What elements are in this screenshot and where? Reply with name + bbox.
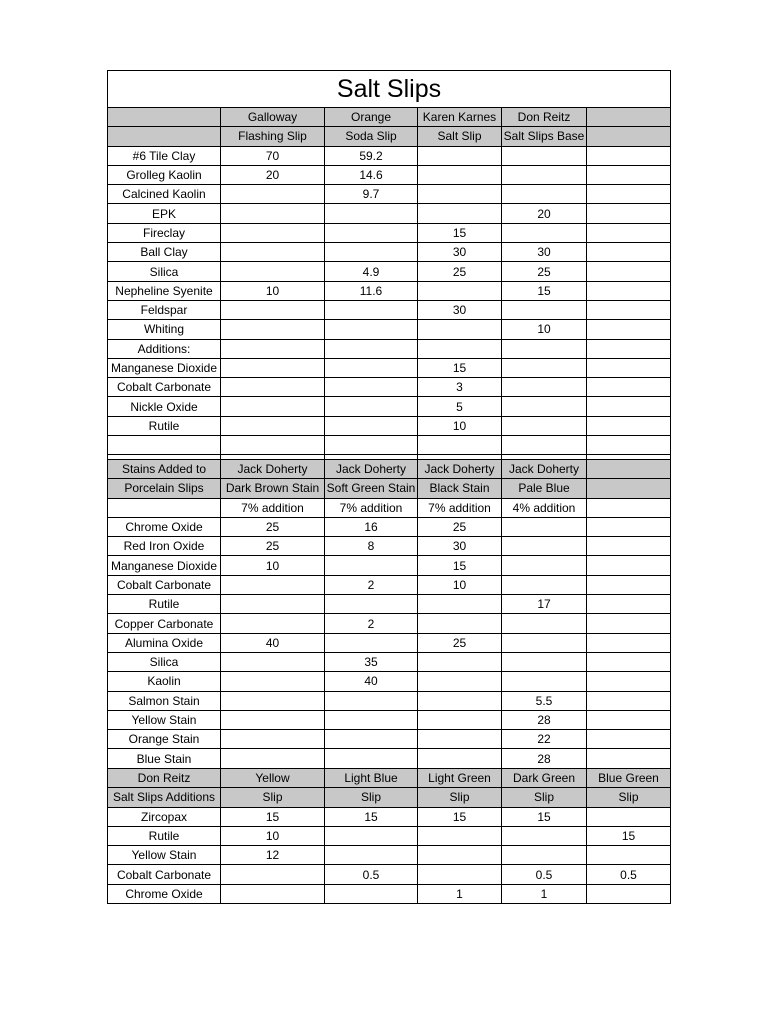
value-cell [502,378,587,397]
value-cell: 28 [502,749,587,768]
value-cell [418,185,502,204]
value-cell: 7% addition [325,498,418,517]
value-cell [587,749,671,768]
value-cell: 40 [221,633,325,652]
value-cell [502,436,587,455]
value-cell [325,397,418,416]
value-cell [325,846,418,865]
header-cell: Jack Doherty [325,460,418,479]
table-row [108,691,671,710]
value-cell: 4.9 [325,262,418,281]
porcelain-stains-table-body [108,460,671,769]
value-cell [325,749,418,768]
table-row [108,165,671,184]
value-cell [221,416,325,435]
header-cell: Slip [325,788,418,807]
header-cell: Salt Slip [418,127,502,146]
value-cell: 15 [418,556,502,575]
row-label-cell: Additions: [108,339,221,358]
value-cell [587,378,671,397]
value-cell [502,146,587,165]
row-label-cell: Rutile [108,826,221,845]
value-cell [325,204,418,223]
value-cell: 25 [221,517,325,536]
row-label-cell: Cobalt Carbonate [108,378,221,397]
value-cell [221,339,325,358]
header-cell [587,108,671,127]
value-cell: 10 [221,281,325,300]
value-cell: 2 [325,614,418,633]
value-cell [221,436,325,455]
header-cell: Slip [221,788,325,807]
value-cell [418,865,502,884]
value-cell [418,281,502,300]
table-row [108,416,671,435]
value-cell: 12 [221,846,325,865]
value-cell [502,633,587,652]
value-cell: 3 [418,378,502,397]
row-label-cell: EPK [108,204,221,223]
value-cell: 22 [502,730,587,749]
value-cell: 35 [325,652,418,671]
row-label-cell: Chrome Oxide [108,517,221,536]
header-row [108,788,671,807]
value-cell [502,556,587,575]
value-cell: 10 [221,826,325,845]
value-cell [221,185,325,204]
header-cell: Slip [418,788,502,807]
value-cell [502,358,587,377]
value-cell: 15 [587,826,671,845]
table-row [108,614,671,633]
row-label-cell: Whiting [108,320,221,339]
value-cell [221,358,325,377]
value-cell [502,652,587,671]
row-label-cell: Feldspar [108,300,221,319]
value-cell [221,575,325,594]
value-cell [587,652,671,671]
row-label-cell: Fireclay [108,223,221,242]
row-label-cell: Nickle Oxide [108,397,221,416]
row-label-cell: Orange Stain [108,730,221,749]
header-cell: Don Reitz [108,769,221,788]
table-row [108,185,671,204]
value-cell [587,710,671,729]
table-row [108,633,671,652]
header-cell: Slip [587,788,671,807]
value-cell: 15 [418,358,502,377]
table-row [108,595,671,614]
value-cell [587,300,671,319]
row-label-cell: Zircopax [108,807,221,826]
row-label-cell: Nepheline Syenite [108,281,221,300]
value-cell [221,204,325,223]
value-cell [587,691,671,710]
value-cell: 10 [418,416,502,435]
row-label-cell: Red Iron Oxide [108,537,221,556]
value-cell: 1 [502,884,587,903]
header-cell: Karen Karnes [418,108,502,127]
value-cell [502,300,587,319]
salt-slips-table-body [108,71,671,475]
row-label-cell: Silica [108,262,221,281]
table-row [108,652,671,671]
header-row [108,769,671,788]
value-cell [221,749,325,768]
value-cell [502,223,587,242]
value-cell [325,223,418,242]
value-cell [221,614,325,633]
value-cell [587,281,671,300]
table-row [108,358,671,377]
value-cell: 30 [418,537,502,556]
value-cell [325,556,418,575]
header-row [108,460,671,479]
value-cell: 0.5 [502,865,587,884]
value-cell [325,339,418,358]
row-label-cell: Chrome Oxide [108,884,221,903]
value-cell: 25 [418,633,502,652]
value-cell: 0.5 [587,865,671,884]
value-cell [587,672,671,691]
value-cell: 25 [418,517,502,536]
header-row [108,479,671,498]
table-row [108,556,671,575]
value-cell: 25 [502,262,587,281]
header-cell: Light Blue [325,769,418,788]
value-cell [221,320,325,339]
header-cell: Soda Slip [325,127,418,146]
value-cell [587,730,671,749]
value-cell: 10 [221,556,325,575]
value-cell [418,204,502,223]
value-cell [221,730,325,749]
header-cell: Flashing Slip [221,127,325,146]
value-cell: 11.6 [325,281,418,300]
value-cell [221,397,325,416]
value-cell [418,595,502,614]
value-cell: 40 [325,672,418,691]
value-cell [502,672,587,691]
value-cell [418,614,502,633]
table-row [108,378,671,397]
row-label-cell: #6 Tile Clay [108,146,221,165]
value-cell [418,165,502,184]
value-cell [502,185,587,204]
value-cell: 2 [325,575,418,594]
value-cell: 16 [325,517,418,536]
value-cell: 8 [325,537,418,556]
value-cell [502,846,587,865]
value-cell: 59.2 [325,146,418,165]
value-cell: 1 [418,884,502,903]
value-cell [325,358,418,377]
row-label-cell: Copper Carbonate [108,614,221,633]
row-label-cell [108,498,221,517]
value-cell [418,846,502,865]
row-label-cell: Grolleg Kaolin [108,165,221,184]
value-cell [587,204,671,223]
header-cell: Jack Doherty [502,460,587,479]
table-row [108,575,671,594]
table-row [108,281,671,300]
value-cell: 25 [418,262,502,281]
value-cell: 5 [418,397,502,416]
value-cell: 15 [418,807,502,826]
table-row [108,243,671,262]
value-cell [325,300,418,319]
table-row [108,320,671,339]
table-row [108,204,671,223]
value-cell [418,691,502,710]
value-cell [587,165,671,184]
value-cell [587,320,671,339]
row-label-cell: Ball Clay [108,243,221,262]
value-cell [587,358,671,377]
header-cell: Salt Slips Base [502,127,587,146]
value-cell: 5.5 [502,691,587,710]
header-cell: Dark Brown Stain [221,479,325,498]
row-label-cell: Silica [108,652,221,671]
header-cell: Light Green [418,769,502,788]
value-cell [221,672,325,691]
value-cell: 15 [325,807,418,826]
header-cell: Black Stain [418,479,502,498]
value-cell [502,517,587,536]
value-cell [325,633,418,652]
header-cell: Slip [502,788,587,807]
value-cell [587,614,671,633]
title-row [108,71,671,108]
value-cell: 20 [502,204,587,223]
table-row [108,710,671,729]
value-cell [418,730,502,749]
value-cell [587,498,671,517]
value-cell [587,436,671,455]
value-cell: 14.6 [325,165,418,184]
header-row [108,108,671,127]
value-cell [325,730,418,749]
value-cell [418,710,502,729]
value-cell [587,185,671,204]
table-row [108,223,671,242]
value-cell [587,633,671,652]
value-cell [221,652,325,671]
row-label-cell: Manganese Dioxide [108,556,221,575]
header-cell: Soft Green Stain [325,479,418,498]
value-cell [587,146,671,165]
value-cell: 15 [221,807,325,826]
header-cell: Orange [325,108,418,127]
value-cell [587,884,671,903]
row-label-cell: Yellow Stain [108,846,221,865]
value-cell [325,416,418,435]
value-cell [221,884,325,903]
salt-slips-recipe-table [107,70,671,475]
row-label-cell: Calcined Kaolin [108,185,221,204]
header-cell: Blue Green [587,769,671,788]
table-row [108,865,671,884]
value-cell [587,397,671,416]
header-cell: Jack Doherty [221,460,325,479]
row-label-cell: Cobalt Carbonate [108,575,221,594]
value-cell [502,339,587,358]
value-cell [502,537,587,556]
value-cell [221,691,325,710]
value-cell [418,826,502,845]
table-row [108,146,671,165]
header-cell: Don Reitz [502,108,587,127]
value-cell [587,846,671,865]
row-label-cell: Blue Stain [108,749,221,768]
reitz-additions-table-body [108,769,671,904]
header-cell: Dark Green [502,769,587,788]
row-label-cell: Salmon Stain [108,691,221,710]
row-label-cell: Rutile [108,416,221,435]
value-cell [325,710,418,729]
value-cell [325,826,418,845]
header-cell [587,460,671,479]
value-cell [325,320,418,339]
value-cell [418,672,502,691]
row-label-cell: Manganese Dioxide [108,358,221,377]
value-cell [587,243,671,262]
table-row [108,826,671,845]
value-cell: 25 [221,537,325,556]
value-cell: 7% addition [221,498,325,517]
value-cell [587,556,671,575]
row-label-cell: Cobalt Carbonate [108,865,221,884]
header-cell: Pale Blue [502,479,587,498]
value-cell: 10 [418,575,502,594]
header-cell [108,108,221,127]
value-cell [418,652,502,671]
value-cell [418,339,502,358]
value-cell [587,262,671,281]
row-label-cell: Alumina Oxide [108,633,221,652]
table-row [108,339,671,358]
value-cell [221,378,325,397]
value-cell [502,826,587,845]
value-cell [221,865,325,884]
value-cell [221,243,325,262]
table-row [108,537,671,556]
row-label-cell: Kaolin [108,672,221,691]
table-row [108,517,671,536]
value-cell: 15 [418,223,502,242]
value-cell [587,223,671,242]
reitz-additions-table [107,768,671,904]
value-cell: 15 [502,807,587,826]
value-cell: 9.7 [325,185,418,204]
table-row [108,749,671,768]
value-cell [587,575,671,594]
value-cell [587,537,671,556]
value-cell [221,710,325,729]
value-cell [418,320,502,339]
value-cell [587,807,671,826]
value-cell [502,614,587,633]
value-cell [587,416,671,435]
table-row [108,672,671,691]
row-label-cell: Yellow Stain [108,710,221,729]
value-cell [587,595,671,614]
value-cell [221,595,325,614]
page-title: Salt Slips [108,71,671,108]
header-cell [108,127,221,146]
value-cell: 70 [221,146,325,165]
value-cell [418,749,502,768]
value-cell [221,262,325,281]
value-cell [325,884,418,903]
value-cell [221,300,325,319]
value-cell [418,436,502,455]
value-cell [221,223,325,242]
row-label-cell: Rutile [108,595,221,614]
header-cell [587,127,671,146]
value-cell: 28 [502,710,587,729]
header-cell: Stains Added to [108,460,221,479]
value-cell: 10 [502,320,587,339]
value-cell: 30 [418,300,502,319]
value-cell [502,416,587,435]
value-cell [325,243,418,262]
porcelain-stains-table [107,459,671,769]
value-cell: 30 [418,243,502,262]
value-cell [502,575,587,594]
value-cell [325,691,418,710]
value-cell [325,436,418,455]
table-row [108,262,671,281]
table-row [108,300,671,319]
value-cell: 30 [502,243,587,262]
table-row [108,884,671,903]
value-cell [502,165,587,184]
value-cell [502,397,587,416]
value-cell [325,378,418,397]
row-label-cell [108,436,221,455]
header-cell: Galloway [221,108,325,127]
header-cell: Yellow [221,769,325,788]
value-cell [325,595,418,614]
value-cell [587,339,671,358]
value-cell: 15 [502,281,587,300]
header-cell: Porcelain Slips [108,479,221,498]
value-cell: 17 [502,595,587,614]
value-cell [587,517,671,536]
table-row [108,730,671,749]
table-row [108,807,671,826]
table-row [108,846,671,865]
value-cell: 4% addition [502,498,587,517]
table-row [108,436,671,455]
table-row [108,498,671,517]
value-cell [418,146,502,165]
value-cell: 20 [221,165,325,184]
header-row [108,127,671,146]
value-cell: 7% addition [418,498,502,517]
header-cell [587,479,671,498]
header-cell: Jack Doherty [418,460,502,479]
table-row [108,397,671,416]
header-cell: Salt Slips Additions [108,788,221,807]
value-cell: 0.5 [325,865,418,884]
